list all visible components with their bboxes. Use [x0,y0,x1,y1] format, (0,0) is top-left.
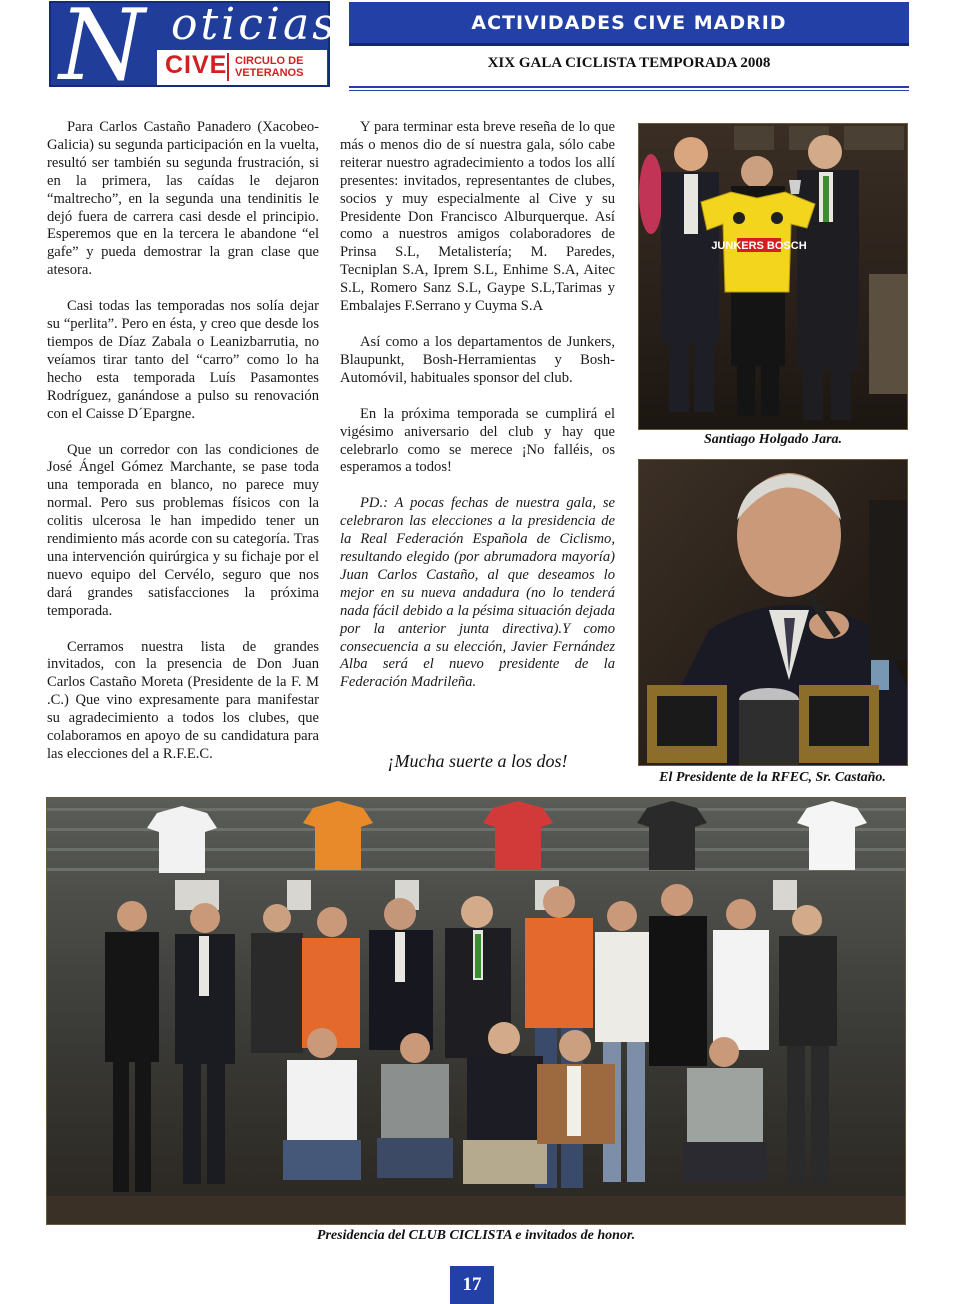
postscript-paragraph: PD.: A pocas fechas de nuestra gala, se celebraron las elecciones a la presidencia de la Real Federación Española de Ciclismo, resultando elegido (por abrumadora mayoría) Juan Carlos Castaño, al que deseamos lo mejor en su nueva andadura (no lo tenderá nada fácil debido a la pésima situación dejada por la anterior junta directiva).Y como consecuencia a su elección, Javier Fernández Alba será el nuevo presidente de la Federación Madrileña. [340,495,615,691]
logo-band [157,50,327,85]
paragraph: Cerramos nuestra lista de grandes invitados, con la presencia de Don Juan Carlos Castaño Moreta (Presidente de la F. M .C.) Que vino expresamente para manifestar su agradecimiento a todos los clubes, que colaboramos en apoyo de su candidatura para las elecciones del a R.F.E.C. [47,638,319,762]
header-rule [349,86,909,88]
photo1-caption: Santiago Holgado Jara. [703,432,843,447]
paragraph: Casi todas las temporadas nos solía dejar su “perlita”. Pero en ésta, y creo que desde los tiempos de Díaz Zabala o Leanizbarrutia, no veíamos tirar tanto del “carro” como lo ha hecho esta temporada Luís Pasamontes Rodríguez, ganándose a pulso su renovación con el Caisse D´Epargne. [47,298,319,422]
photo-jersey-illustration [639,124,908,430]
paragraph: Y para terminar esta breve reseña de lo que más o menos dio de sí nuestra gala, sólo cabe reiterar nuestro agradecimiento a todos los allí presentes: invitados, representantes de clubes, socios y muy especialmente al Cive y su Presidente Don Francisco Alburquerque. Así como a nuestros amigos colaboradores de Prinsa S.L, Metalistería; M. Paredes, Tecniplan S.A, Iprem S.L, Enhime S.A, Aitec S.L, Romero Sanz S.L, Gaype S.L,Tarimas y Embalajes F.Serrano y Cuyma S.A [340,119,615,315]
page-number: 17 [450,1266,494,1304]
logo-brand: CIVE [165,51,228,79]
photo-president-speaking [638,459,908,766]
photo-group-illustration [47,798,906,1225]
paragraph: En la próxima temporada se cumplirá el vigésimo aniversario del club y hay que celebrarlo como se merece ¡No falléis, os esperamos a todos! [340,405,615,476]
paragraph: Que un corredor con las condiciones de José Ángel Gómez Marchante, se pase toda una temporada en blanco, no parece muy normal. Pero sus problemas físicos con la colitis ulcerosa le han impedido tener un rendimiento más acorde con su categoría. Tras una intervención quirúrgica y su fichaje por el nuevo equipo del Cervélo, seguro que nos dará grandes satisfacciones la próxima temporada. [47,441,319,619]
logo-initial: N [59,0,145,103]
section-bar [349,2,909,46]
section-title: ACTIVIDADES CIVE MADRID [471,11,787,34]
text-column-1 [47,119,319,782]
header-rule-thin [349,90,909,91]
text-column-2 [340,119,615,710]
logo-separator [227,53,229,81]
noticias-cive-logo [49,0,338,103]
photo-group [46,797,906,1225]
article-subhead: XIX GALA CICLISTA TEMPORADA 2008 [487,55,771,71]
logo-sub-line2: VETERANOS [235,67,304,79]
photo3-caption: Presidencia del CLUB CICLISTA e invitados de honor. [316,1228,636,1243]
photo-jersey-presentation [638,123,908,430]
jersey-text: JUNKERS BOSCH [711,240,807,252]
paragraph: Así como a los departamentos de Junkers, Blaupunkt, Bosh-Herramientas y Bosh-Automóvil, habituales sponsor del club. [340,333,615,386]
logo-word: oticias [171,0,338,50]
photo-president-illustration [639,460,908,766]
logo-sub-line1: CIRCULO DE [235,55,304,67]
logo-subtitle [235,55,325,79]
photo2-caption: El Presidente de la RFEC, Sr. Castaño. [659,770,886,785]
paragraph: Para Carlos Castaño Panadero (Xacobeo-Galicia) su segunda participación en la vuelta, resultó ser también su segunda frustración, si en la primera, las caídas le dejaron “maltrecho”, en la segunda una tendinitis le dejó fuera de carrera casi desde el principio. Esperemos que en la tercera le abandone “el gafe” y pueda demostrar la gran clase que atesora. [47,119,319,279]
closing-line: ¡Mucha suerte a los dos! [387,751,568,771]
